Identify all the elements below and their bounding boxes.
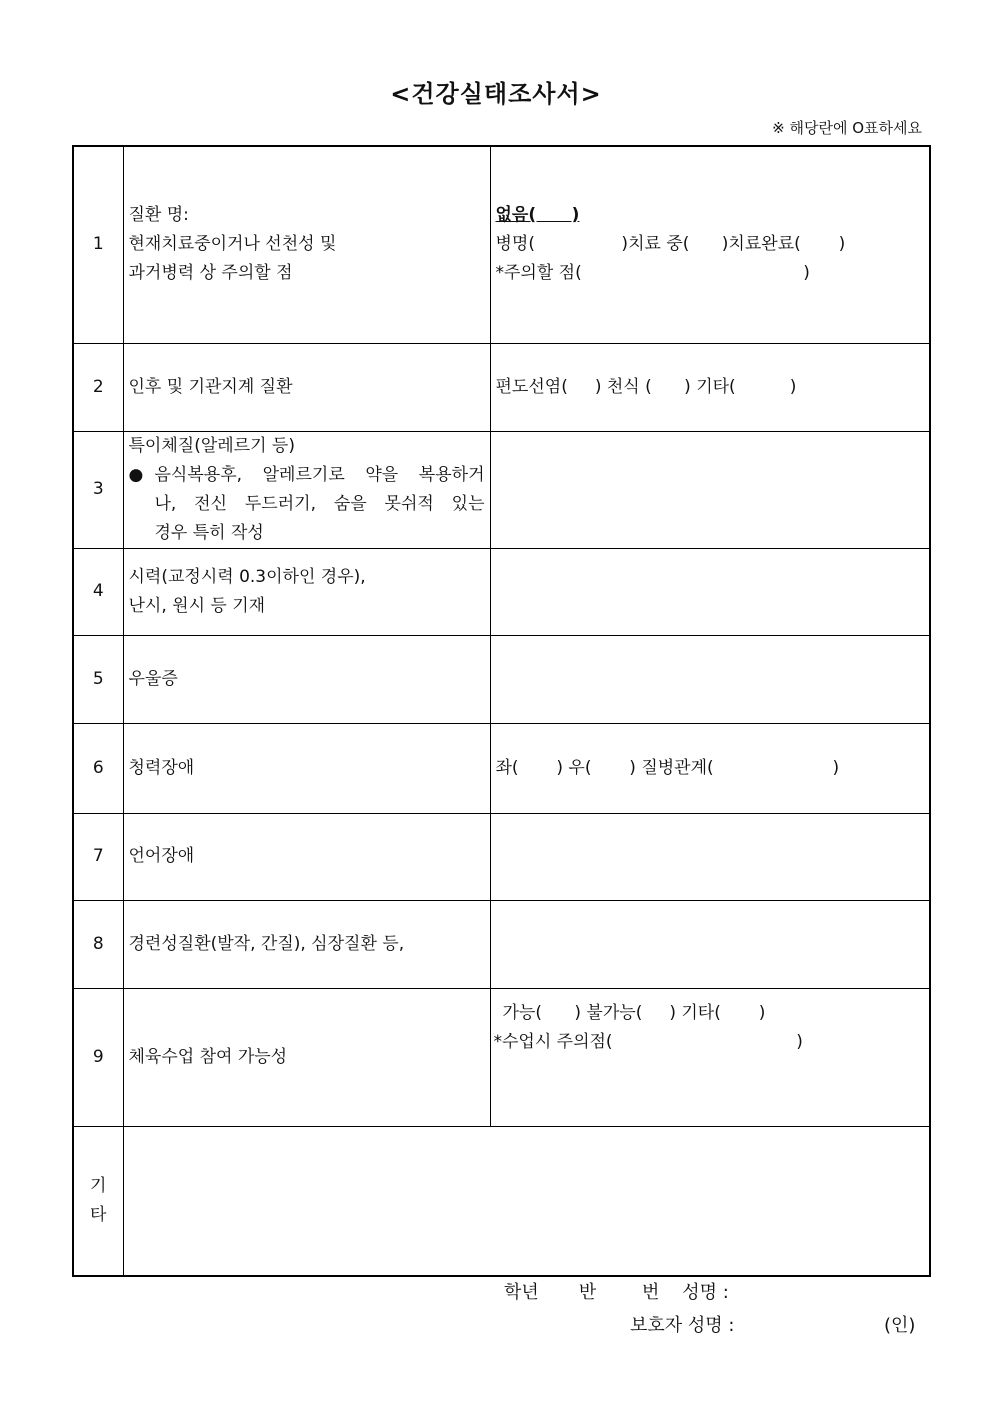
label-line: 과거병력 상 주의할 점	[128, 263, 293, 284]
student-info-line: 학년 반 번 성명 :	[504, 1282, 729, 1303]
row-number: 9	[73, 988, 123, 1126]
etc-label-char: 타	[90, 1204, 107, 1225]
row-label	[123, 723, 490, 813]
row-label	[123, 146, 490, 343]
row-label	[123, 343, 490, 431]
row-number: 1	[73, 146, 123, 343]
row-label	[123, 813, 490, 900]
etc-value-field[interactable]	[123, 1126, 930, 1276]
label-line: 시력(교정시력 0.3이하인 경우),	[128, 566, 366, 587]
row-number: 7	[73, 813, 123, 900]
label-line: 현재치료중이거나 선천성 및	[128, 234, 337, 255]
table-row	[73, 900, 930, 988]
health-survey-table	[72, 145, 931, 1277]
row-value-field[interactable]	[490, 146, 930, 343]
value-line[interactable]: 가능( ) 불가능( ) 기타( )	[502, 1002, 766, 1023]
row-number: 2	[73, 343, 123, 431]
row-value-field[interactable]	[490, 548, 930, 635]
label-line: 질환 명:	[128, 205, 189, 226]
value-line[interactable]: 좌( ) 우( ) 질병관계( )	[495, 757, 840, 778]
table-row	[73, 431, 930, 548]
label-line: 경련성질환(발작, 간질), 심장질환 등,	[128, 933, 405, 954]
table-row	[73, 146, 930, 343]
table-row-etc	[73, 1126, 930, 1276]
label-line: 난시, 원시 등 기재	[128, 595, 266, 616]
bullet-icon: ●	[128, 464, 144, 485]
table-row	[73, 635, 930, 723]
row-value-field[interactable]	[490, 813, 930, 900]
row-value-field[interactable]	[490, 723, 930, 813]
value-line[interactable]: *주의할 점( )	[495, 263, 810, 284]
value-line[interactable]: 병명( )치료 중( )치료완료( )	[495, 234, 846, 255]
row-label	[123, 900, 490, 988]
bullet-line: 경우 특히 작성	[154, 522, 264, 543]
table-row	[73, 723, 930, 813]
row-label	[123, 635, 490, 723]
row-number: 6	[73, 723, 123, 813]
label-line: 우울증	[128, 668, 178, 689]
etc-label	[73, 1126, 123, 1276]
table-row	[73, 988, 930, 1126]
label-line: 청력장애	[128, 757, 195, 778]
label-line: 언어장애	[128, 846, 195, 866]
row-value-field[interactable]	[490, 431, 930, 548]
none-option[interactable]: 없음( )	[495, 205, 580, 226]
table-row	[73, 548, 930, 635]
etc-label-char: 기	[90, 1175, 107, 1196]
row-label	[123, 988, 490, 1126]
row-number: 8	[73, 900, 123, 988]
instruction-note: ※ 해당란에 O표하세요	[772, 119, 922, 137]
value-line[interactable]: *수업시 주의점( )	[493, 1031, 803, 1052]
row-number: 4	[73, 548, 123, 635]
label-line: 체육수업 참여 가능성	[128, 1046, 288, 1067]
page-title: <건강실태조사서>	[390, 80, 602, 108]
bullet-line: 나, 전신 두드러기, 숨을 못쉬적 있는	[154, 493, 485, 514]
guardian-name-line: 보호자 성명 :	[630, 1315, 735, 1336]
row-number: 5	[73, 635, 123, 723]
row-value-field[interactable]	[490, 988, 930, 1126]
row-value-field[interactable]	[490, 635, 930, 723]
row-value-field[interactable]	[490, 343, 930, 431]
label-line: 특이체질(알레르기 등)	[128, 435, 295, 456]
bullet-line: 음식복용후, 알레르기로 약을 복용하거	[154, 464, 485, 485]
table-row	[73, 343, 930, 431]
value-line[interactable]: 편도선염( ) 천식 ( ) 기타( )	[495, 376, 797, 397]
seal-mark: (인)	[884, 1315, 916, 1336]
row-number: 3	[73, 431, 123, 548]
bullet-note	[129, 461, 485, 548]
row-value-field[interactable]	[490, 900, 930, 988]
table-row	[73, 813, 930, 900]
label-line: 인후 및 기관지계 질환	[128, 376, 293, 397]
row-label	[123, 548, 490, 635]
row-label	[123, 431, 490, 548]
